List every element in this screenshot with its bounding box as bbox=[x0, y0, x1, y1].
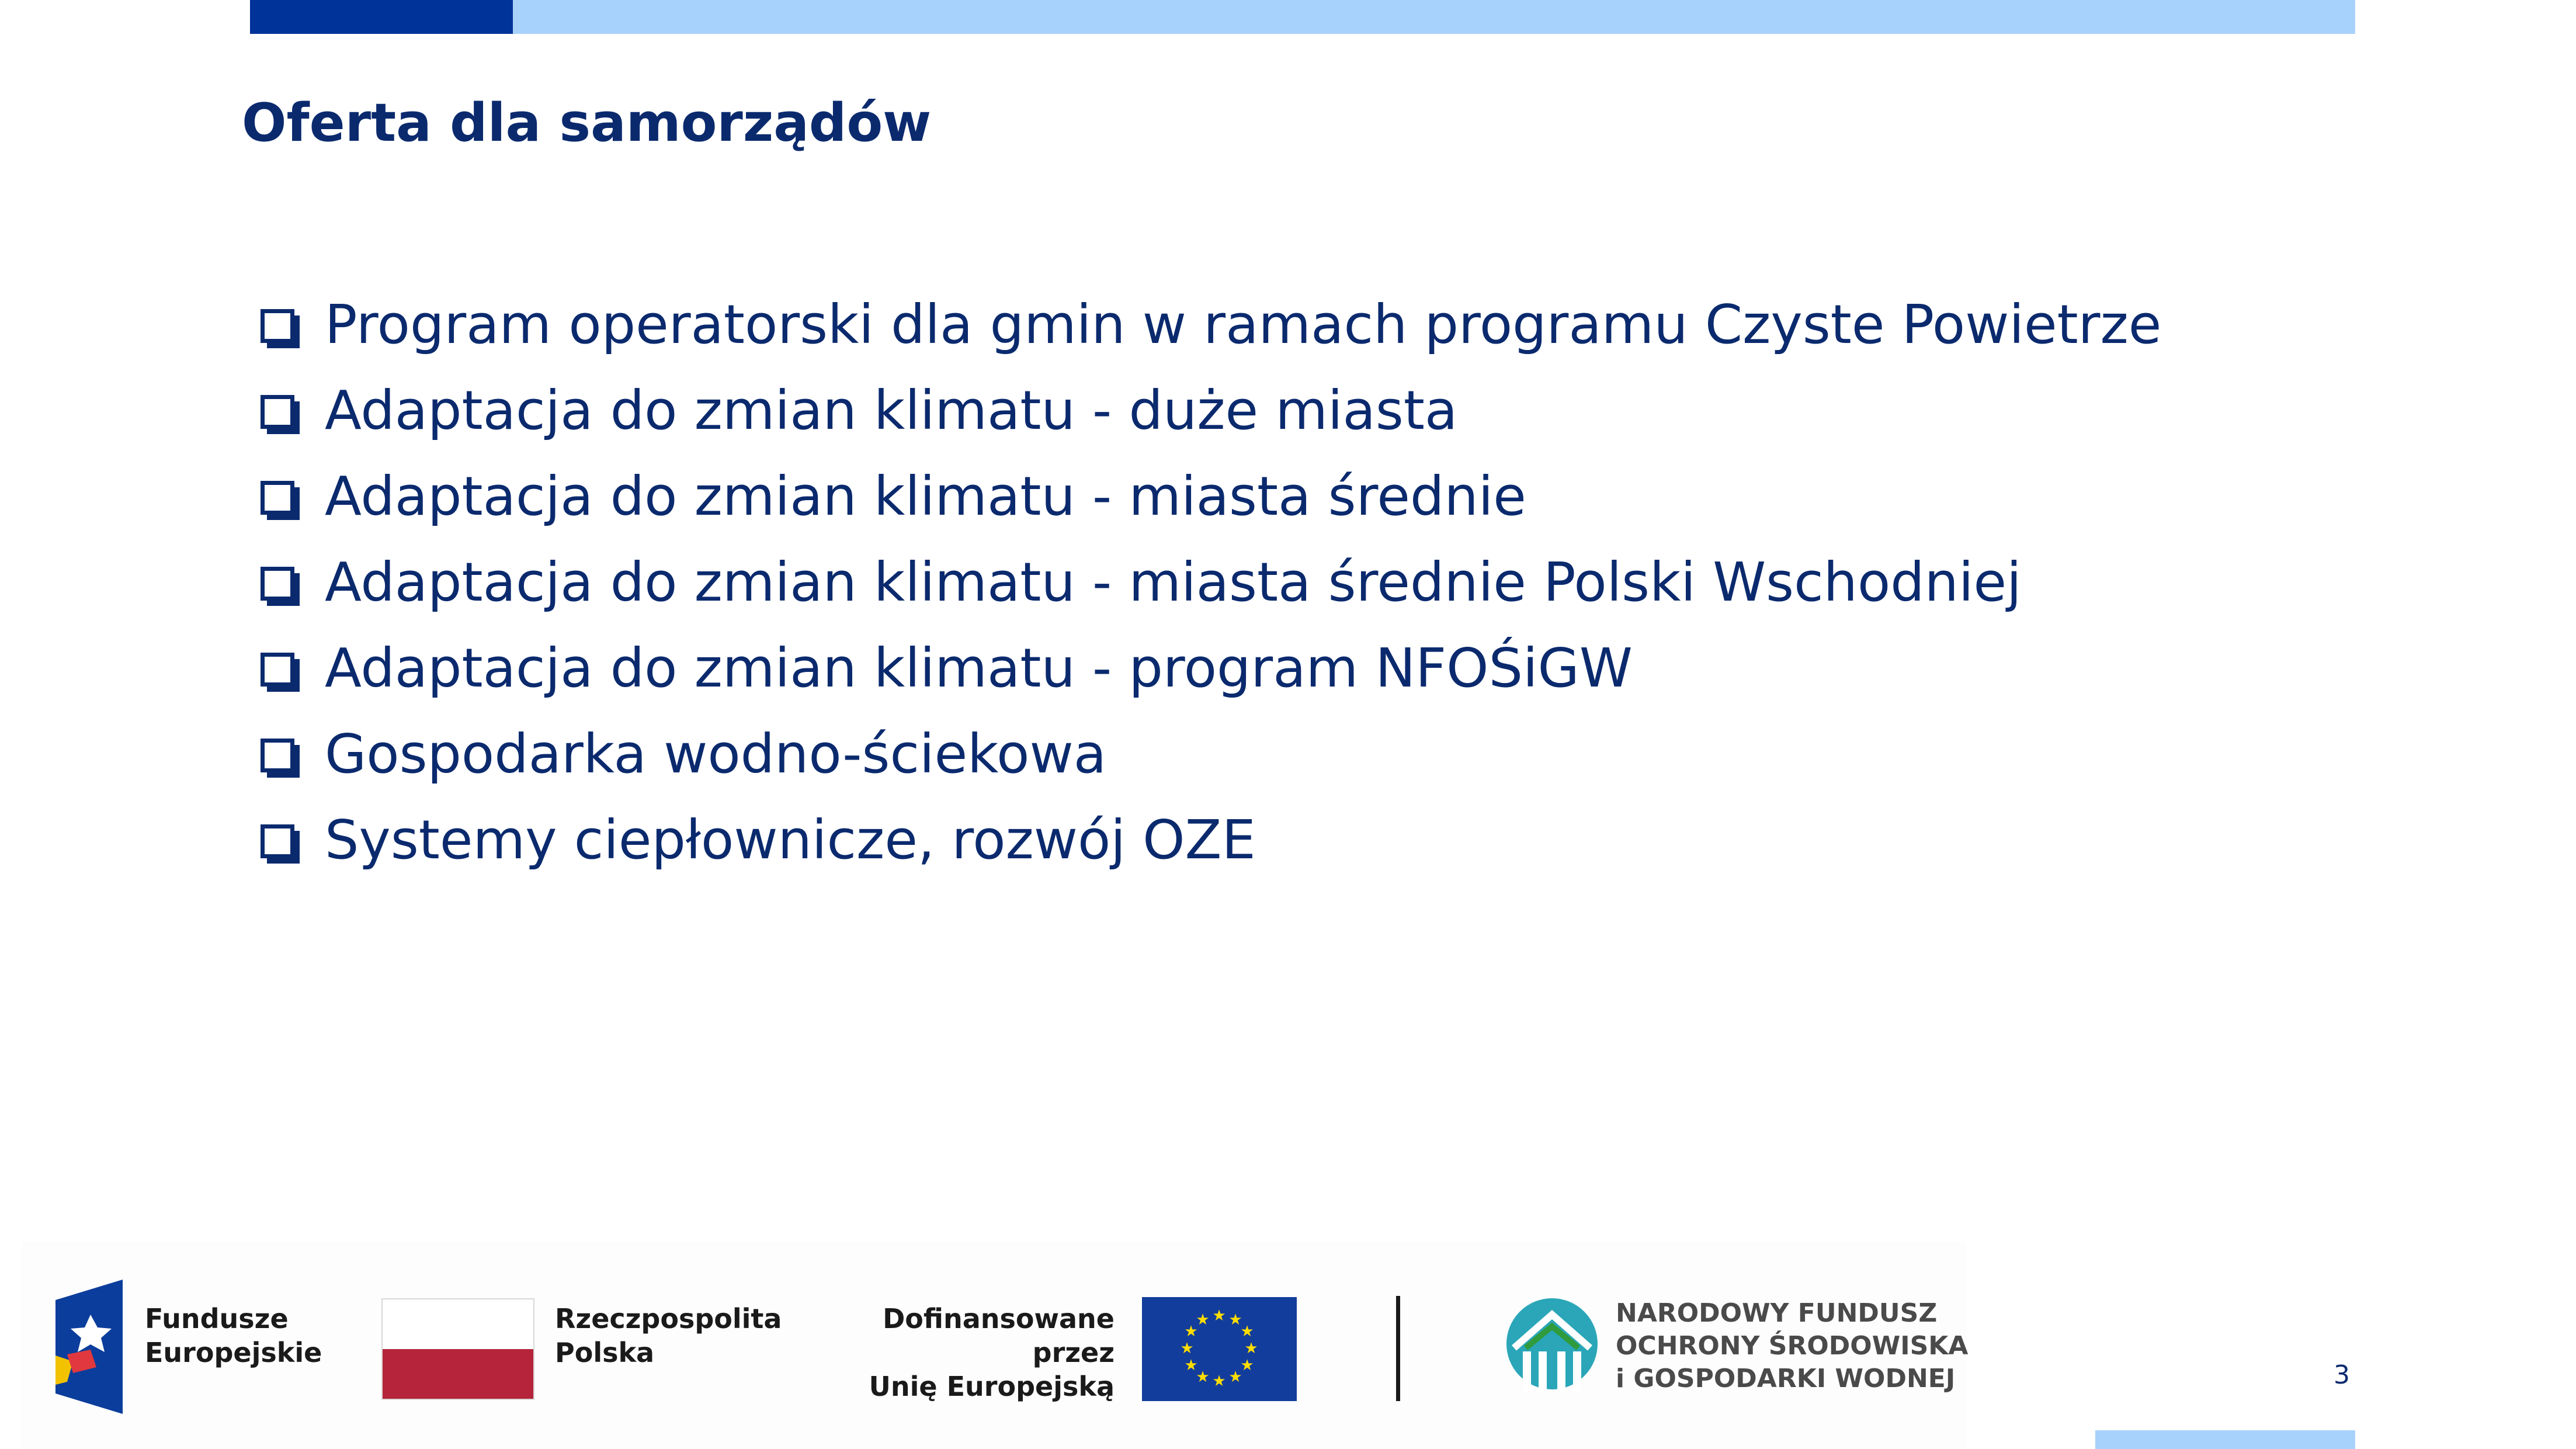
checkbox-square-icon bbox=[261, 824, 294, 858]
svg-text:★: ★ bbox=[1196, 1368, 1210, 1386]
bullet-text: Adaptacja do zmian klimatu - program NFOŚiGW bbox=[325, 637, 1633, 699]
top-accent-bar-dark bbox=[250, 0, 513, 34]
svg-text:★: ★ bbox=[1212, 1307, 1226, 1325]
checkbox-square-icon bbox=[261, 567, 294, 601]
checkbox-square-icon bbox=[261, 395, 294, 429]
bullet-text: Systemy ciepłownicze, rozwój OZE bbox=[325, 809, 1256, 871]
top-accent-bar-light bbox=[513, 0, 2355, 34]
svg-text:★: ★ bbox=[1212, 1372, 1226, 1390]
bullet-text: Gospodarka wodno-ściekowa bbox=[325, 723, 1107, 785]
checkbox-square-icon bbox=[261, 309, 294, 343]
svg-text:★: ★ bbox=[1184, 1323, 1198, 1340]
bullet-text: Adaptacja do zmian klimatu - miasta średnie Polski Wschodniej bbox=[325, 551, 2022, 613]
svg-text:★: ★ bbox=[1184, 1357, 1198, 1374]
svg-text:★: ★ bbox=[1196, 1311, 1210, 1329]
nfosigw-text: NARODOWY FUNDUSZ OCHRONY ŚRODOWISKA i GOSPODARKI WODNEJ bbox=[1616, 1298, 1969, 1393]
svg-text:★: ★ bbox=[1240, 1357, 1254, 1374]
bullet-item bbox=[261, 453, 2161, 539]
logo-divider bbox=[1396, 1296, 1400, 1401]
svg-text:★: ★ bbox=[1244, 1340, 1258, 1357]
slide-title: Oferta dla samorządów bbox=[242, 92, 932, 154]
poland-flag-icon bbox=[381, 1298, 534, 1400]
bullet-item bbox=[261, 625, 2161, 711]
bullet-text: Adaptacja do zmian klimatu - miasta średnie bbox=[325, 465, 1526, 528]
bullet-item bbox=[261, 282, 2161, 368]
svg-text:★: ★ bbox=[1228, 1311, 1242, 1329]
rzeczpospolita-polska-text: Rzeczpospolita Polska bbox=[555, 1303, 782, 1368]
page-number: 3 bbox=[2334, 1360, 2350, 1390]
fundusze-europejskie-text: Fundusze Europejskie bbox=[145, 1303, 322, 1368]
bullet-item bbox=[261, 797, 2161, 883]
svg-text:★: ★ bbox=[1228, 1368, 1242, 1386]
bullet-item bbox=[261, 368, 2161, 453]
svg-text:★: ★ bbox=[1240, 1323, 1254, 1340]
bullet-text: Adaptacja do zmian klimatu - duże miasta bbox=[325, 379, 1458, 442]
checkbox-square-icon bbox=[261, 739, 294, 772]
bullet-list bbox=[261, 282, 2161, 883]
bullet-item bbox=[261, 711, 2161, 797]
fundusze-europejskie-logo bbox=[55, 1280, 129, 1414]
eu-flag-icon bbox=[1142, 1297, 1297, 1401]
nfosigw-logo bbox=[1502, 1294, 1602, 1399]
checkbox-square-icon bbox=[261, 653, 294, 687]
svg-text:★: ★ bbox=[1180, 1340, 1194, 1357]
bullet-text: Program operatorski dla gmin w ramach programu Czyste Powietrze bbox=[325, 293, 2162, 356]
bottom-accent-bar bbox=[2095, 1430, 2355, 1449]
bullet-item bbox=[261, 539, 2161, 625]
dofinansowane-text: Dofinansowane przez Unię Europejską bbox=[869, 1303, 1115, 1402]
checkbox-square-icon bbox=[261, 481, 294, 515]
